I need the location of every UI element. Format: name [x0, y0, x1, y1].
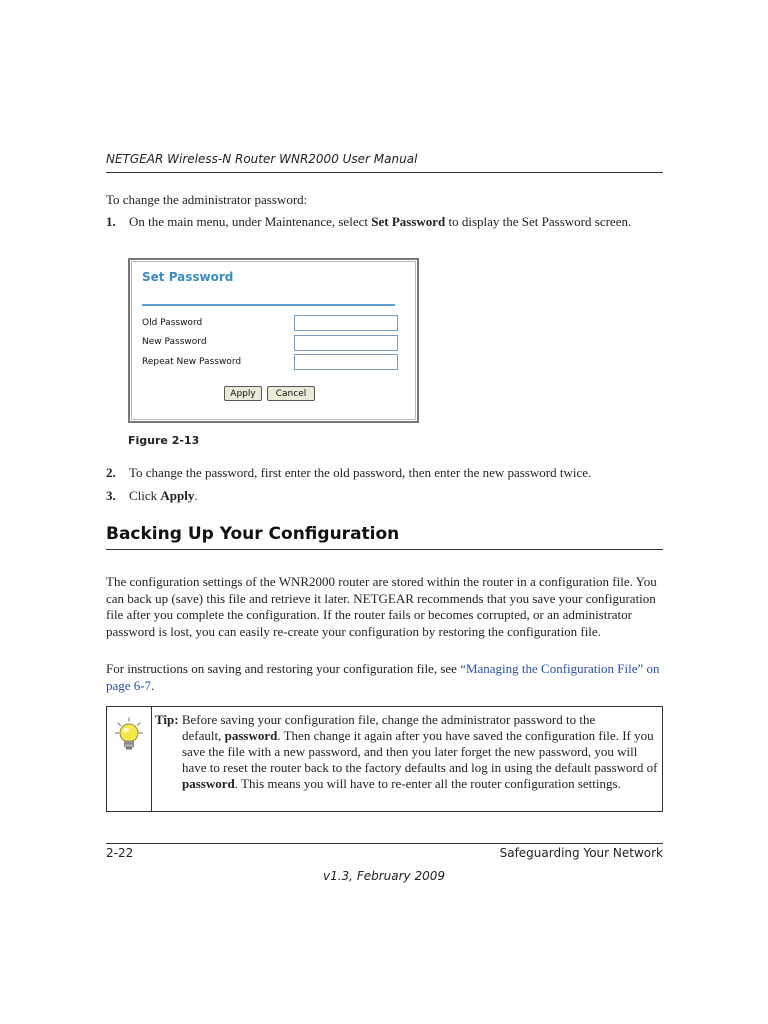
footer-rule — [106, 843, 663, 844]
old-password-input[interactable] — [294, 315, 398, 331]
step-2-text: To change the password, first enter the old password, then enter the new password twice. — [129, 465, 592, 480]
header-rule — [106, 172, 663, 173]
set-password-title-rule — [142, 304, 395, 306]
intro-text: To change the administrator password: — [106, 192, 308, 207]
step-3-text: Click Apply. — [129, 488, 198, 503]
tip-divider — [151, 707, 152, 811]
step-1-number: 1. — [106, 214, 116, 229]
page-number: 2-22 — [106, 846, 134, 860]
section-heading: Backing Up Your Configuration — [106, 524, 400, 544]
version-info: v1.3, February 2009 — [323, 869, 445, 883]
tip-text: Tip: Before saving your configuration file, change the administrator password to the default, password. Then change it again after you have saved the configuration file. If you save the file with a new password, and then you later forget the new password, you will have to reset the router back to the factory defaults and log in using the default password of password. This means you will have to re-enter all the router configuration settings. — [155, 712, 658, 791]
cancel-button[interactable]: Cancel — [267, 386, 315, 401]
repeat-new-password-label: Repeat New Password — [142, 357, 242, 367]
step-1-text: On the main menu, under Maintenance, select Set Password to display the Set Password screen. — [129, 214, 632, 229]
section-heading-rule — [106, 549, 663, 550]
step-2-number: 2. — [106, 465, 116, 480]
new-password-label: New Password — [142, 337, 207, 347]
tip-box — [106, 706, 663, 812]
instructions-paragraph: For instructions on saving and restoring your configuration file, see “Managing the Configuration File” on page 6-7. — [106, 661, 660, 693]
step-3-number: 3. — [106, 488, 116, 503]
tip-label: Tip: — [155, 712, 179, 727]
chapter-title: Safeguarding Your Network — [499, 846, 663, 860]
config-paragraph: The configuration settings of the WNR2000 router are stored within the router in a configuration file. You can back up (save) this file and retrieve it later. NETGEAR recommends that you save your configuration file after you complete the configuration. If the router fails or becomes corrupted, or an administrator password is lost, you can easily re-create your configuration by restoring the configuration file. — [106, 574, 657, 639]
managing-configuration-link[interactable]: “Managing the Configuration File” on page 6-7 — [106, 661, 660, 693]
new-password-input[interactable] — [294, 335, 398, 351]
repeat-new-password-input[interactable] — [294, 354, 398, 370]
document-header-title: NETGEAR Wireless-N Router WNR2000 User Manual — [106, 152, 418, 166]
old-password-label: Old Password — [142, 318, 203, 328]
figure-caption: Figure 2-13 — [128, 434, 200, 447]
set-password-title: Set Password — [142, 270, 234, 284]
lightbulb-icon — [115, 717, 143, 751]
set-password-screenshot — [128, 258, 419, 423]
apply-button[interactable]: Apply — [224, 386, 262, 401]
